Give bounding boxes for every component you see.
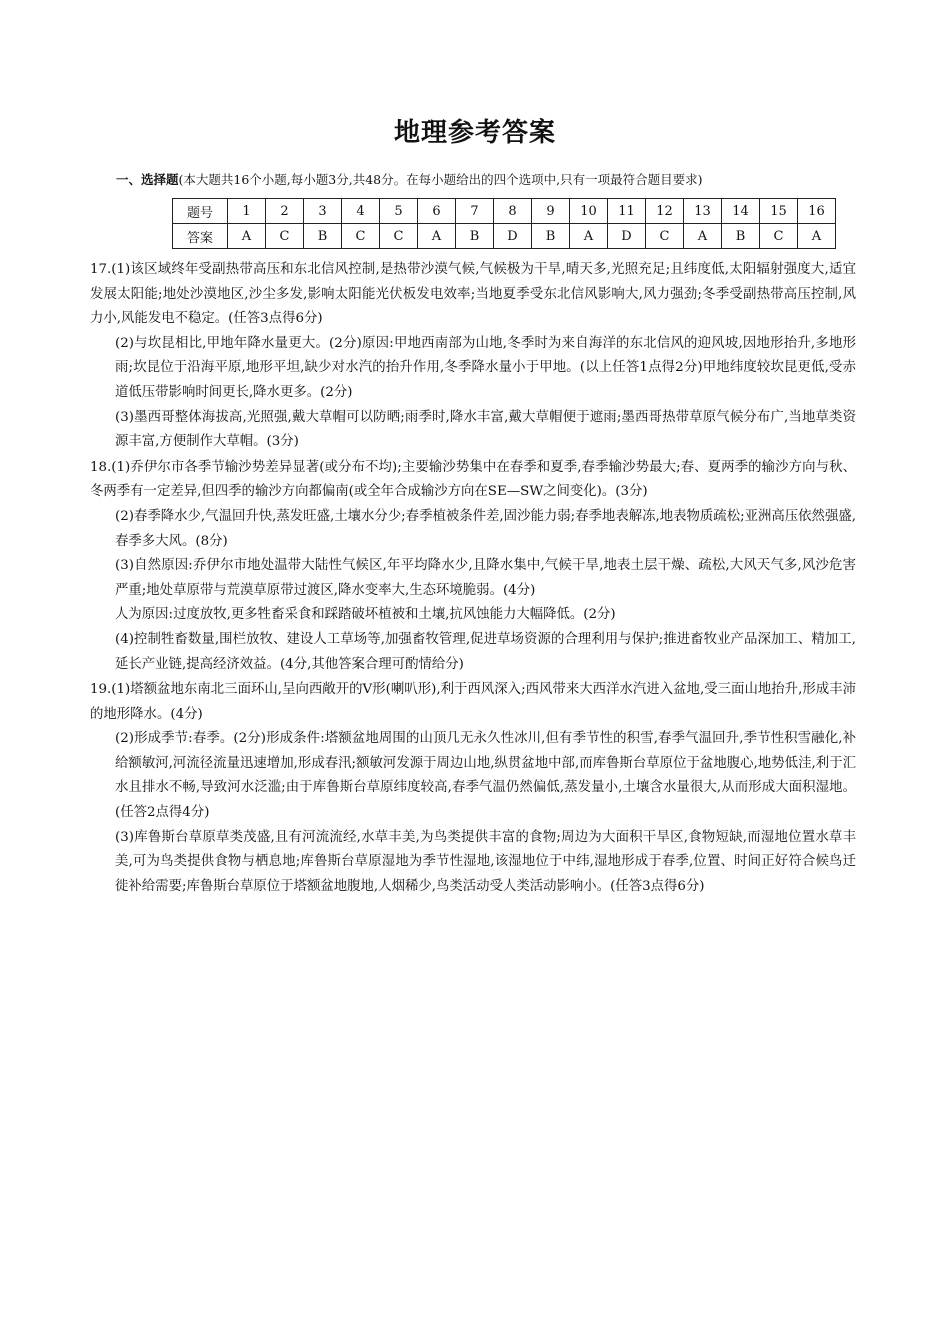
answer-cell: C: [380, 224, 418, 249]
question-17: [90, 258, 856, 455]
answer-row: [173, 224, 836, 249]
q18-part-2: (2)春季降水少,气温回升快,蒸发旺盛,土壤水分少;春季植被条件差,固沙能力弱;春季地表解冻,地表物质疏松;亚洲高压依然强盛,春季多大风。(8分): [115, 508, 856, 549]
row-header-answer: 答案: [173, 224, 228, 249]
answers-body: [90, 258, 856, 900]
answer-cell: C: [266, 224, 304, 249]
question-number: 10: [570, 199, 608, 224]
section-label: 一、选择题: [116, 172, 179, 187]
q18-part-4: (4)控制牲畜数量,围栏放牧、建设人工草场等,加强畜牧管理,促进草场资源的合理利用与保护;推进畜牧业产品深加工、精加工,延长产业链,提高经济效益。(4分,其他答案合理可酌情给分): [115, 631, 856, 672]
question-number: 13: [684, 199, 722, 224]
question-number: 6: [418, 199, 456, 224]
question-number: 1: [228, 199, 266, 224]
q18-part-1: 18.(1)乔伊尔市各季节输沙势差异显著(或分布不均);主要输沙势集中在春季和夏季,春季输沙势最大;春、夏两季的输沙方向与秋、冬两季有一定差异,但四季的输沙方向都偏南(或全年合成输沙方向在SE—SW之间变化)。(3分): [90, 459, 856, 500]
question-19: [90, 678, 856, 899]
answer-cell: B: [304, 224, 342, 249]
answer-table: [172, 198, 836, 249]
answer-cell: A: [418, 224, 456, 249]
question-number: 7: [456, 199, 494, 224]
question-number: 14: [722, 199, 760, 224]
question-number: 9: [532, 199, 570, 224]
answer-cell: D: [494, 224, 532, 249]
q17-part-1: 17.(1)该区域终年受副热带高压和东北信风控制,是热带沙漠气候,气候极为干旱,晴天多,光照充足;且纬度低,太阳辐射强度大,适宜发展太阳能;地处沙漠地区,沙尘多发,影响太阳能光伏板发电效率;当地夏季受东北信风影响大,风力强劲;冬季受副热带高压控制,风力小,风能发电不稳定。(任答3点得6分): [90, 262, 856, 327]
q17-part-2: (2)与坎昆相比,甲地年降水量更大。(2分)原因:甲地西南部为山地,冬季时为来自海洋的东北信风的迎风坡,因地形抬升,多地形雨;坎昆位于沿海平原,地形平坦,缺少对水汽的抬升作用,冬季降水量小于甲地。(以上任答1点得2分)甲地纬度较坎昆更低,受赤道低压带影响时间更长,降水更多。(2分): [115, 335, 856, 400]
q19-part-1: 19.(1)塔额盆地东南北三面环山,呈向西敞开的V形(喇叭形),利于西风深入;西风带来大西洋水汽进入盆地,受三面山地抬升,形成丰沛的地形降水。(4分): [90, 682, 856, 722]
answer-cell: A: [684, 224, 722, 249]
question-number: 2: [266, 199, 304, 224]
question-number: 16: [798, 199, 836, 224]
answer-cell: A: [798, 224, 836, 249]
section-multiple-choice-heading: [116, 170, 856, 188]
question-number: 5: [380, 199, 418, 224]
answer-cell: A: [228, 224, 266, 249]
answer-cell: C: [760, 224, 798, 249]
q19-part-3: (3)库鲁斯台草原草类茂盛,且有河流流经,水草丰美,为鸟类提供丰富的食物;周边为大面积干旱区,食物短缺,而湿地位置水草丰美,可为鸟类提供食物与栖息地;库鲁斯台草原湿地为季节性湿地,该湿地位于中纬,湿地形成于春季,位置、时间正好符合候鸟迁徙补给需要;库鲁斯台草原位于塔额盆地腹地,人烟稀少,鸟类活动受人类活动影响小。(任答3点得6分): [115, 829, 856, 894]
question-number: 4: [342, 199, 380, 224]
q18-part-3: (3)自然原因:乔伊尔市地处温带大陆性气候区,年平均降水少,且降水集中,气候干旱,地表土层干燥、疏松,大风天气多,风沙危害严重;地处草原带与荒漠草原带过渡区,降水变率大,生态环境脆弱。(4分): [115, 558, 856, 598]
answer-cell: A: [570, 224, 608, 249]
question-number: 15: [760, 199, 798, 224]
page-title: 地理参考答案: [393, 118, 556, 148]
question-number: 12: [646, 199, 684, 224]
q18-part-3-human: 人为原因:过度放牧,更多牲畜采食和踩踏破坏植被和土壤,抗风蚀能力大幅降低。(2分): [115, 607, 616, 623]
answer-cell: B: [532, 224, 570, 249]
answer-cell: D: [608, 224, 646, 249]
q19-part-2: (2)形成季节:春季。(2分)形成条件:塔额盆地周围的山顶几无永久性冰川,但有季节性的积雪,春季气温回升,季节性积雪融化,补给额敏河,河流径流量迅速增加,形成春汛;额敏河发源于周边山地,纵贯盆地中部,而库鲁斯台草原位于盆地腹心,地势低洼,利于汇水且排水不畅,导致河水泛滥;由于库鲁斯台草原纬度较高,春季气温仍然偏低,蒸发量小,土壤含水量很大,从而形成大面积湿地。(任答2点得4分): [115, 731, 856, 821]
answer-cell: C: [342, 224, 380, 249]
answer-cell: C: [646, 224, 684, 249]
answer-cell: B: [722, 224, 760, 249]
q17-part-3: (3)墨西哥整体海拔高,光照强,戴大草帽可以防晒;雨季时,降水丰富,戴大草帽便于遮雨;墨西哥热带草原气候分布广,当地草类资源丰富,方便制作大草帽。(3分): [115, 409, 856, 450]
question-number: 3: [304, 199, 342, 224]
row-header-number: 题号: [173, 199, 228, 224]
answer-cell: B: [456, 224, 494, 249]
section-note: (本大题共16个小题,每小题3分,共48分。在每小题给出的四个选项中,只有一项最符合题目要求): [178, 172, 703, 187]
question-number: 11: [608, 199, 646, 224]
question-18: [90, 456, 856, 677]
question-number-row: [173, 199, 836, 224]
question-number: 8: [494, 199, 532, 224]
